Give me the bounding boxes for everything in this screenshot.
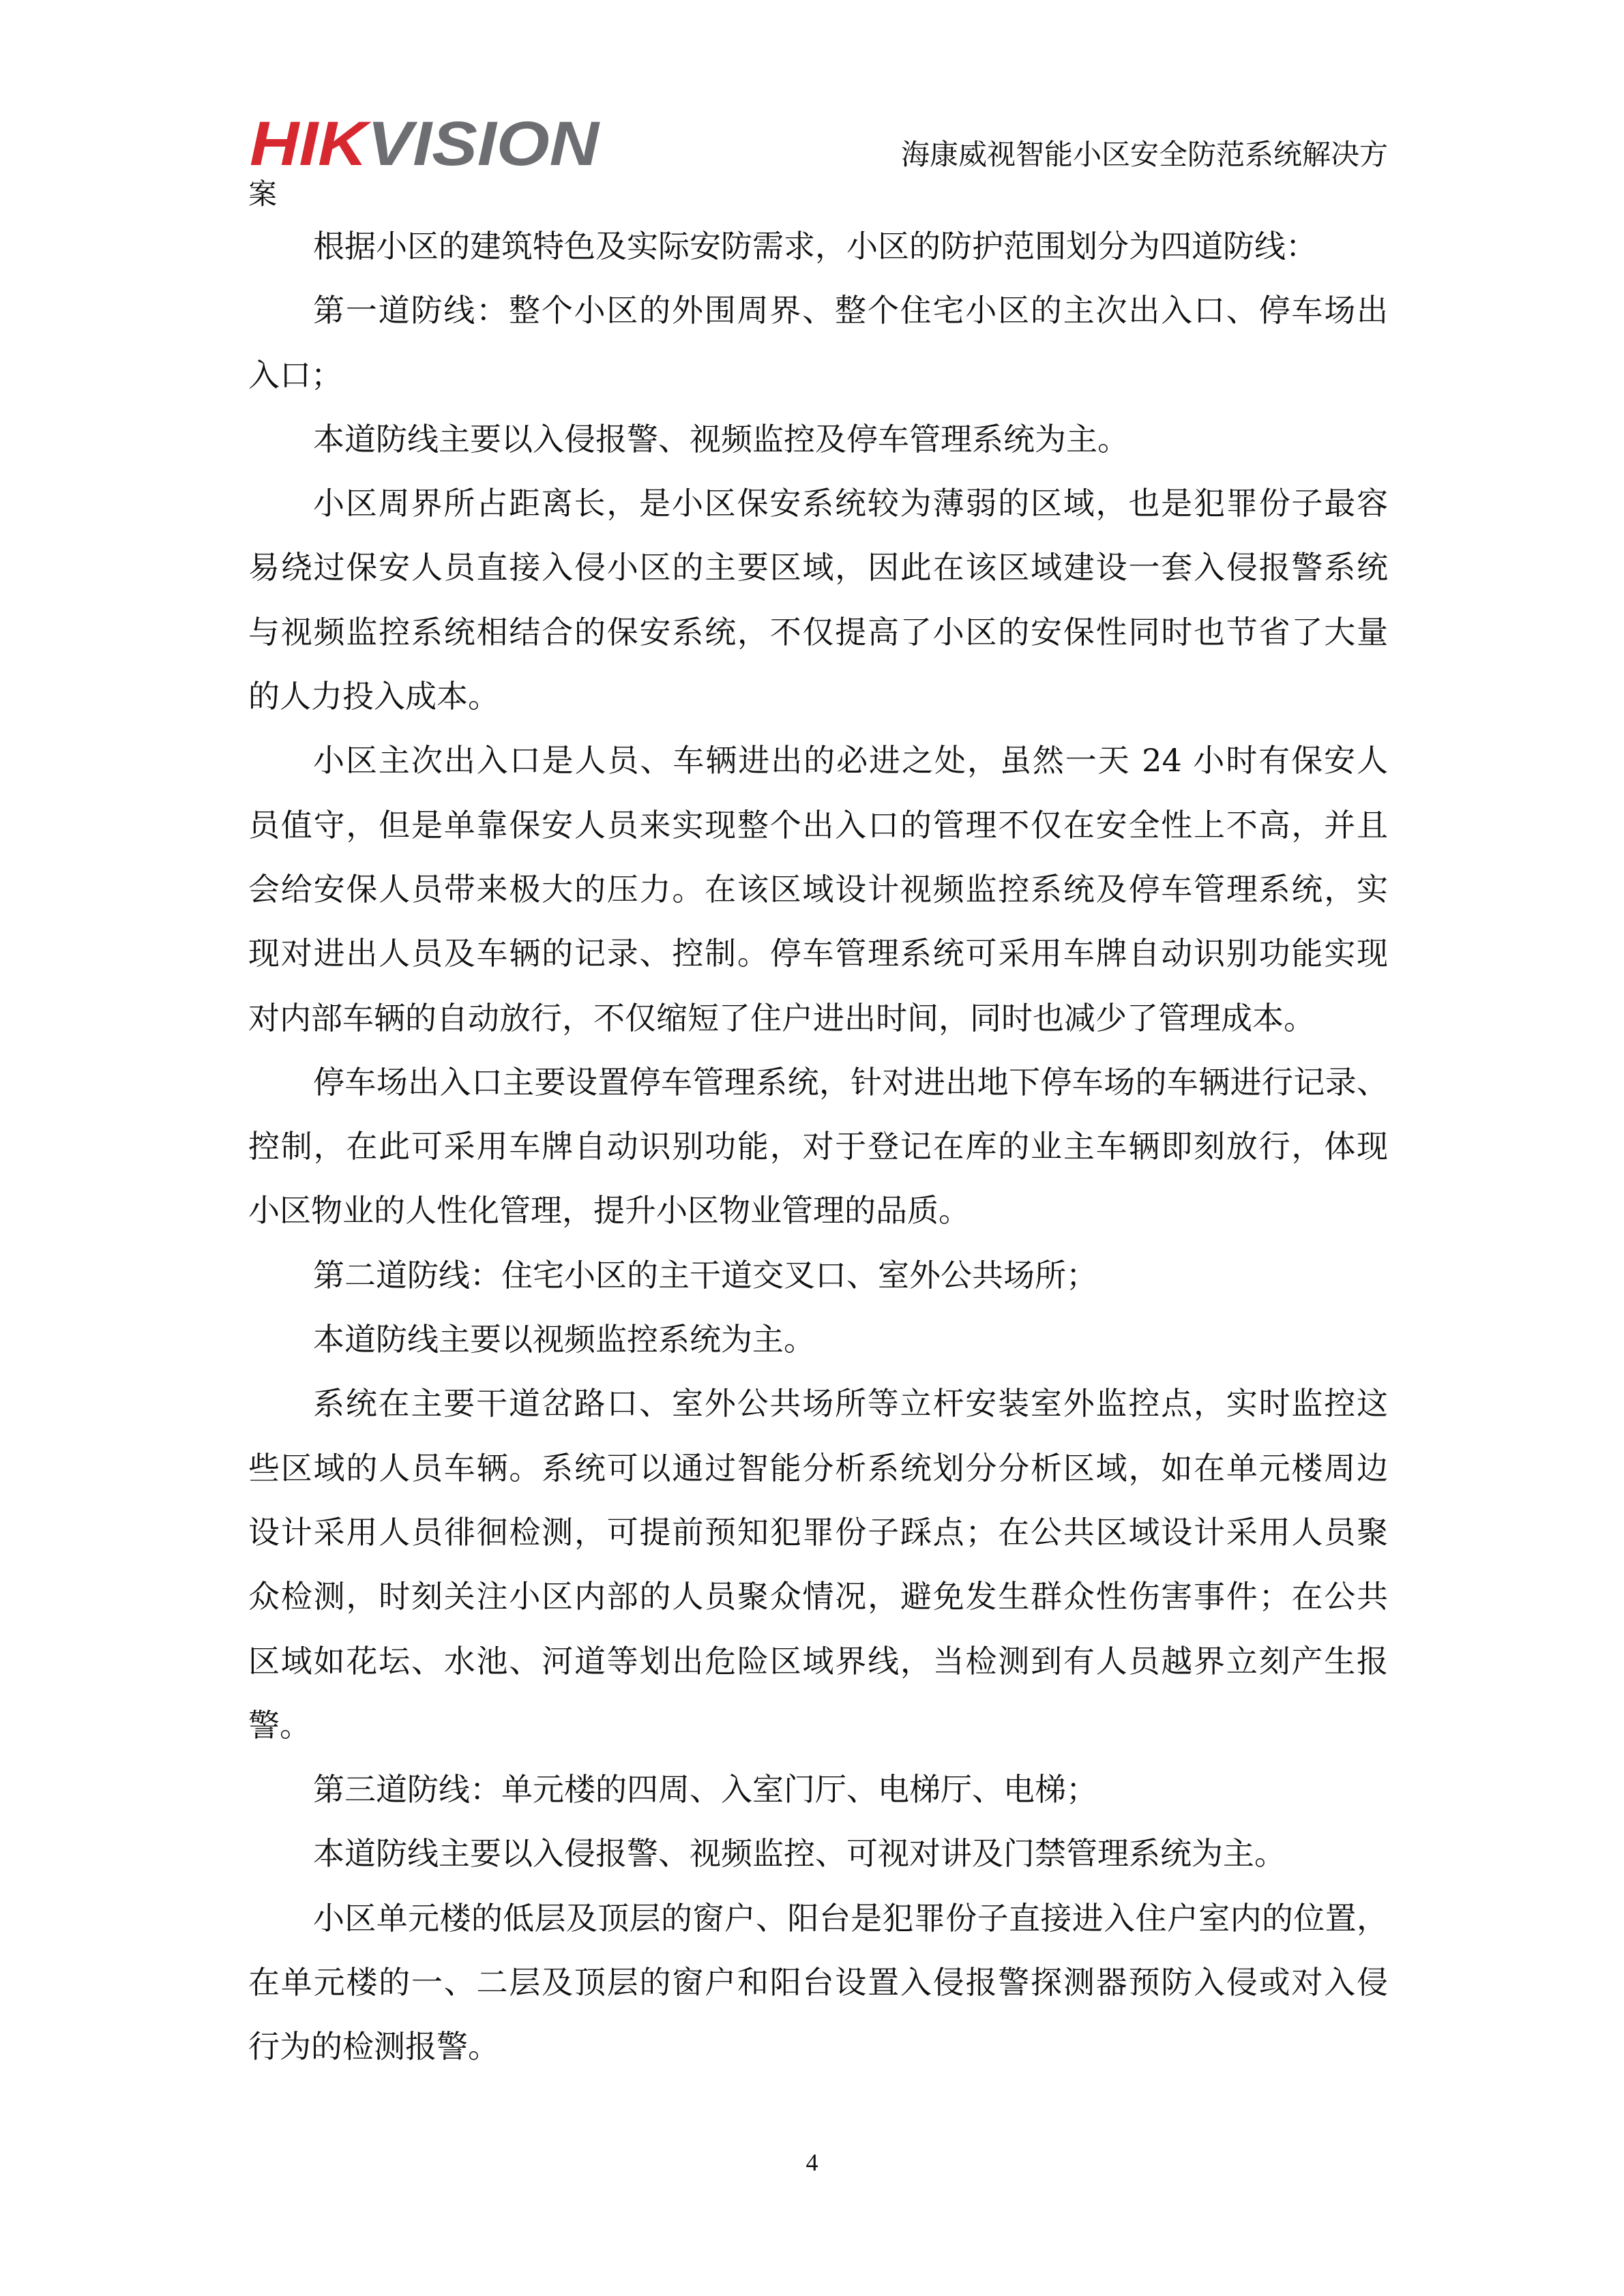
hikvision-logo [247,115,602,170]
paragraph-line: 小区周界所占距离长，是小区保安系统较为薄弱的区域，也是犯罪份子最容 [313,485,1388,522]
paragraph [248,1371,1388,1757]
paragraph [248,278,1388,407]
paragraph-line: 本道防线主要以视频监控系统为主。 [313,1321,815,1358]
paragraph-line: 警。 [248,1706,311,1744]
paragraph-line: 控制，在此可采用车牌自动识别功能，对于登记在库的业主车辆即刻放行，体现 [248,1128,1388,1165]
paragraph [248,1307,1388,1371]
paragraph-line: 在单元楼的一、二层及顶层的窗户和阳台设置入侵报警探测器预防入侵或对入侵 [248,1964,1388,2001]
paragraph-line: 小区单元楼的低层及顶层的窗户、阳台是犯罪份子直接进入住户室内的位置， [313,1899,1388,1937]
paragraph-line: 员值守，但是单靠保安人员来实现整个出入口的管理不仅在安全性上不高，并且 [248,806,1388,844]
paragraph-line: 本道防线主要以入侵报警、视频监控、可视对讲及门禁管理系统为主。 [313,1835,1286,1873]
paragraph [248,214,1388,278]
paragraph-line: 现对进出人员及车辆的记录、控制。停车管理系统可采用车牌自动识别功能实现 [248,935,1388,972]
paragraph [248,407,1388,471]
paragraph [248,1821,1388,1885]
paragraph [248,1243,1388,1307]
paragraph-line: 本道防线主要以入侵报警、视频监控及停车管理系统为主。 [313,420,1129,458]
paragraph-line: 对内部车辆的自动放行，不仅缩短了住户进出时间，同时也减少了管理成本。 [248,999,1315,1037]
paragraph-line: 小区物业的人性化管理，提升小区物业管理的品质。 [248,1192,970,1229]
paragraph-line: 会给安保人员带来极大的压力。在该区域设计视频监控系统及停车管理系统，实 [248,870,1388,908]
paragraph-line: 系统在主要干道岔路口、室外公共场所等立杆安装室外监控点，实时监控这 [313,1385,1388,1422]
paragraph-line: 行为的检测报警。 [248,2028,499,2066]
paragraph-line: 些区域的人员车辆。系统可以通过智能分析系统划分分析区域，如在单元楼周边 [248,1449,1388,1487]
paragraph-line: 入口； [248,356,342,393]
paragraph-line: 第二道防线：住宅小区的主干道交叉口、室外公共场所； [313,1256,1097,1294]
paragraph [248,1050,1388,1243]
paragraph-line: 易绕过保安人员直接入侵小区的主要区域，因此在该区域建设一套入侵报警系统 [248,549,1388,586]
svg-text:HIKVISION [250,115,601,170]
paragraph-line: 的人力投入成本。 [248,678,499,715]
page-number: 4 [806,2149,818,2176]
paragraph-line: 停车场出入口主要设置停车管理系统，针对进出地下停车场的车辆进行记录、 [313,1063,1388,1101]
document-body [248,214,1388,2079]
paragraph [248,1886,1388,2079]
document-header-title: 海康威视智能小区安全防范系统解决方 [900,138,1388,171]
paragraph [248,471,1388,728]
logo-gray-text: VISION [367,115,580,170]
paragraph [248,1757,1388,1821]
paragraph-line: 区域如花坛、水池、河道等划出危险区域界线，当检测到有人员越界立刻产生报 [248,1642,1388,1680]
paragraph-line: 与视频监控系统相结合的保安系统，不仅提高了小区的安保性同时也节省了大量 [248,613,1388,651]
paragraph-line: 设计采用人员徘徊检测，可提前预知犯罪份子踩点；在公共区域设计采用人员聚 [248,1513,1388,1551]
paragraph-line: 第三道防线：单元楼的四周、入室门厅、电梯厅、电梯； [313,1771,1097,1808]
paragraph [248,728,1388,1049]
logo-red-text: HIK [250,115,358,170]
paragraph-line: 小区主次出入口是人员、车辆进出的必进之处，虽然一天 24 小时有保安人 [313,742,1388,779]
paragraph-line: 众检测，时刻关注小区内部的人员聚众情况，避免发生群众性伤害事件；在公共 [248,1578,1388,1615]
paragraph-line: 第一道防线：整个小区的外围周界、整个住宅小区的主次出入口、停车场出 [313,292,1388,329]
paragraph-line: 根据小区的建筑特色及实际安防需求，小区的防护范围划分为四道防线： [313,228,1317,265]
document-header-title-wrap: 案 [248,177,278,211]
